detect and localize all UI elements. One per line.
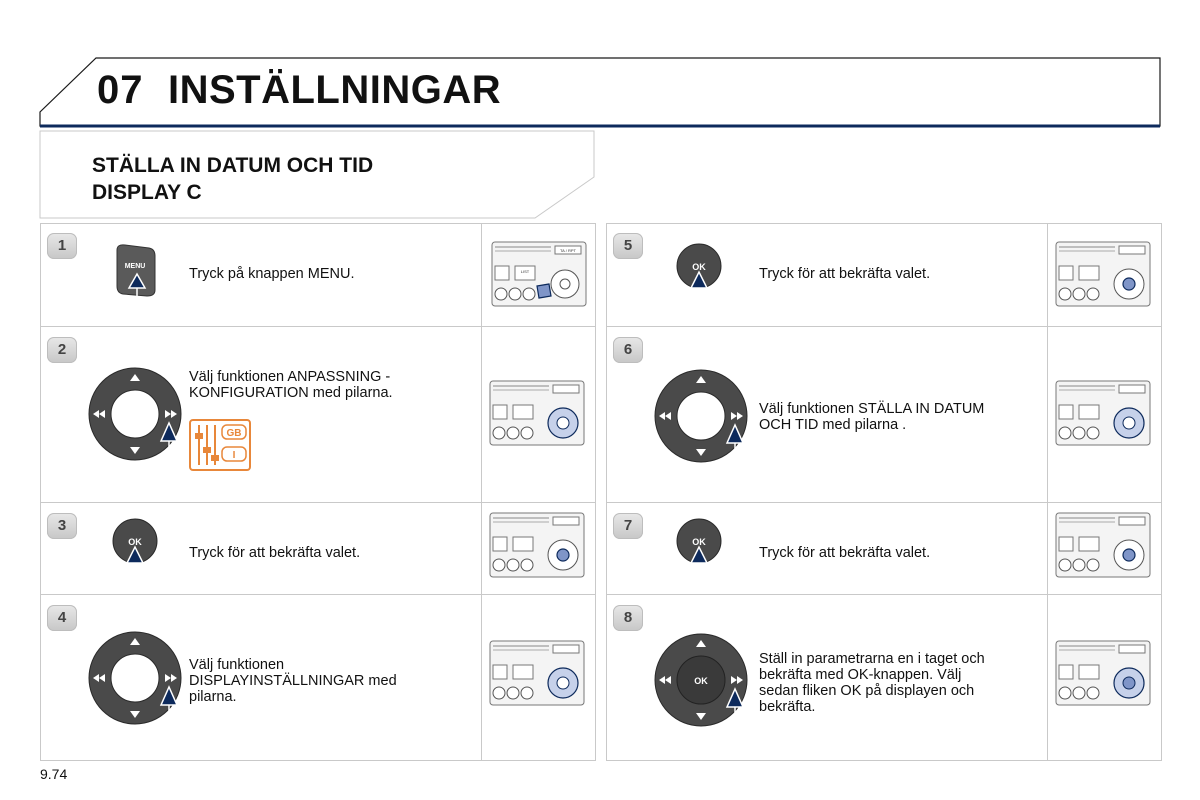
step-row-3 — [41, 502, 595, 595]
step-number-badge: 5 — [613, 233, 643, 259]
step-text-1: Tryck på knappen MENU. — [189, 266, 355, 282]
step-number-badge: 8 — [613, 605, 643, 631]
radio-panel-image — [1055, 639, 1153, 709]
step-number-badge: 1 — [47, 233, 77, 259]
step-text-6: Välj funktionen STÄLLA IN DATUM OCH TID med pilarna . — [759, 401, 985, 433]
ok-button-icon — [109, 517, 165, 587]
step-number-badge: 7 — [613, 513, 643, 539]
step-number-badge: 4 — [47, 605, 77, 631]
step-text-3: Tryck för att bekräfta valet. — [189, 545, 361, 561]
radio-panel-image — [1055, 511, 1153, 581]
step-text-8: Ställ in parametrarna en i taget och bekräfta med OK-knappen. Välj sedan fliken OK på displayen och bekräfta. — [759, 651, 985, 715]
chapter-title: INSTÄLLNINGAR — [168, 68, 502, 112]
section-title-line2: DISPLAY C — [92, 181, 202, 204]
svg-text:MENU: MENU — [124, 263, 146, 270]
svg-text:LIST: LIST — [520, 269, 530, 274]
step-row-1 — [41, 224, 595, 326]
step-text-7: Tryck för att bekräfta valet. — [759, 545, 931, 561]
svg-text:OK: OK — [692, 537, 706, 547]
arrow-pad-icon — [87, 631, 197, 731]
section-title-line1: STÄLLA IN DATUM OCH TID — [92, 154, 374, 177]
steps-panel-left — [40, 223, 596, 761]
step-row-7 — [607, 502, 1161, 595]
svg-text:TA / RPT: TA / RPT — [560, 248, 576, 253]
step-number-badge: 2 — [47, 337, 77, 363]
radio-panel-image — [1055, 240, 1153, 310]
page-number: 9.74 — [40, 766, 68, 782]
step-row-6 — [607, 326, 1161, 503]
settings-sliders-icon — [189, 419, 253, 475]
svg-text:I: I — [232, 450, 236, 461]
step-text-5: Tryck för att bekräfta valet. — [759, 266, 931, 282]
step-row-4 — [41, 594, 595, 761]
arrow-pad-ok-icon — [653, 633, 763, 733]
step-row-2 — [41, 326, 595, 503]
step-number-badge: 3 — [47, 513, 77, 539]
radio-panel-image — [489, 639, 587, 709]
radio-panel-image — [1055, 379, 1153, 449]
svg-text:GB: GB — [226, 428, 242, 439]
steps-panel-right — [606, 223, 1162, 761]
svg-text:OK: OK — [128, 537, 142, 547]
menu-button-icon — [111, 242, 161, 312]
radio-panel-image — [489, 511, 587, 581]
step-row-8 — [607, 594, 1161, 761]
arrow-pad-icon — [653, 369, 763, 469]
radio-panel-image — [491, 240, 587, 310]
step-row-5 — [607, 224, 1161, 326]
svg-text:OK: OK — [694, 676, 708, 686]
arrow-pad-icon — [87, 367, 197, 467]
step-text-4: Välj funktionen DISPLAYINSTÄLLNINGAR med pilarna. — [189, 657, 397, 705]
step-number-badge: 6 — [613, 337, 643, 363]
ok-button-icon — [673, 242, 729, 312]
svg-text:OK: OK — [692, 262, 706, 272]
step-text-2: Välj funktionen ANPASSNING - KONFIGURATION med pilarna. — [189, 369, 393, 401]
chapter-number: 07 — [97, 68, 144, 112]
radio-panel-image — [489, 379, 587, 449]
ok-button-icon — [673, 517, 729, 587]
section-title — [92, 152, 373, 206]
